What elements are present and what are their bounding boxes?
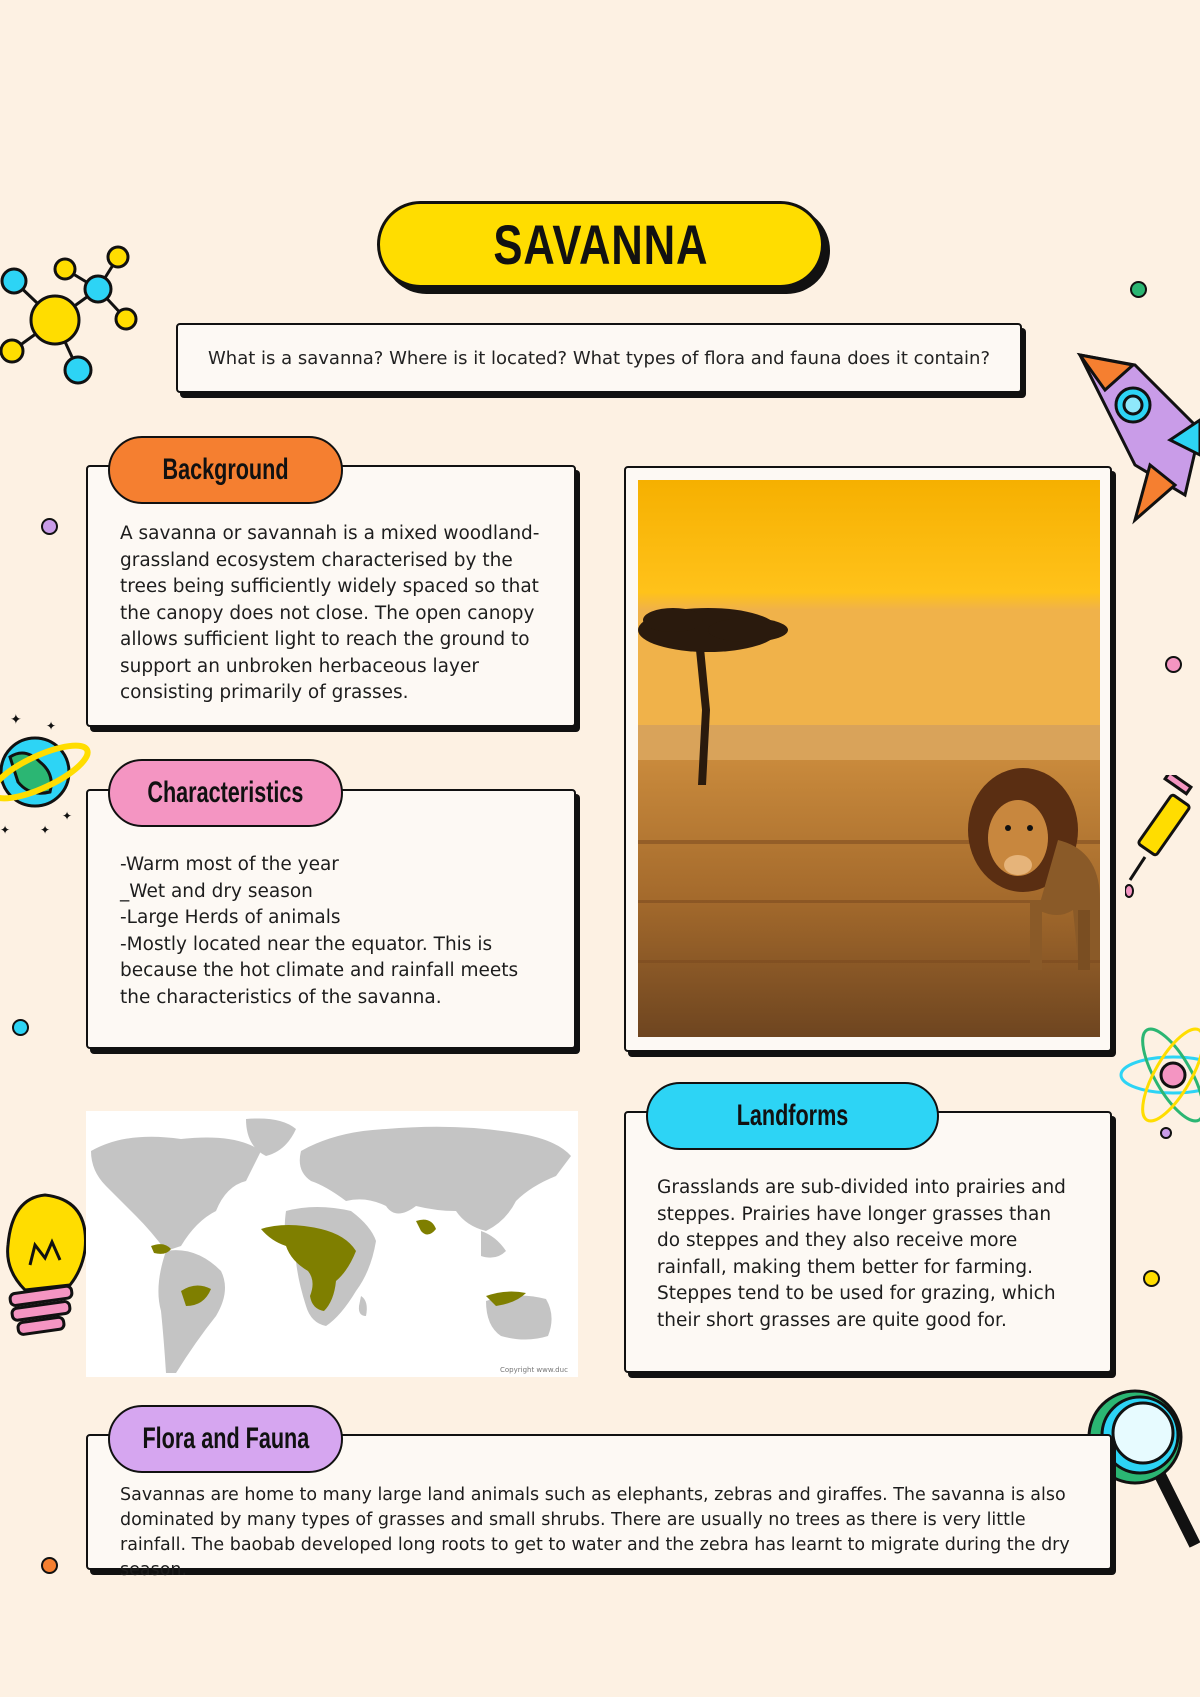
background-tab [108,436,343,504]
background-text: A savanna or savannah is a mixed woodland-grassland ecosystem characterised by the trees being sufficiently widely spaced so that the canopy does not close. The open canopy allows sufficient light to reach the ground to support an unbroken herbaceous layer consisting primarily of grasses. [120,523,540,703]
map-copyright: Copyright www.duc [500,1366,568,1374]
svg-text:✦: ✦ [10,712,22,728]
characteristics-tab [108,759,343,827]
flora-fauna-text: Savannas are home to many large land animals such as elephants, zebras and giraffes. The savanna is also dominated by many types of grasses and small shrubs. There are usually no trees as there is very little rainfall. The baobab developed long roots to get to water and the zebra has learnt to migrate during the dry season. [120,1485,1070,1580]
page-title: SAVANNA [493,213,708,276]
decor-dot [41,518,58,535]
characteristics-heading: Characteristics [147,776,304,809]
lightbulb-icon [0,1190,90,1340]
question-text: What is a savanna? Where is it located? What types of flora and fauna does it contain? [208,347,990,369]
flora-fauna-tab [108,1405,343,1473]
molecule-icon [0,245,140,390]
characteristics-item: -Warm most of the year [120,854,339,875]
characteristics-list [120,852,550,1011]
landforms-tab [646,1082,939,1150]
savanna-map [86,1111,578,1377]
savanna-lion-image [638,480,1100,1037]
decor-dot [41,1557,58,1574]
title-banner [377,201,824,288]
characteristics-item: _Wet and dry season [120,880,313,902]
decor-dot [1165,656,1182,673]
background-heading: Background [162,453,289,486]
world-map-image [86,1111,578,1377]
flora-fauna-heading: Flora and Fauna [142,1422,309,1455]
svg-text:✦: ✦ [0,823,11,837]
svg-text:✦: ✦ [46,719,57,733]
decor-dot [1130,281,1147,298]
syringe-icon [1125,775,1200,900]
decor-dot [12,1019,29,1036]
question-box [176,323,1022,393]
landforms-heading: Landforms [736,1099,849,1132]
planet-icon [0,712,95,837]
svg-text:✦: ✦ [62,809,73,823]
characteristics-item: -Mostly located near the equator. This is because the hot climate and rainfall meets the characteristics of the savanna. [120,933,519,1008]
svg-text:✦: ✦ [40,823,51,837]
characteristics-item: -Large Herds of animals [120,907,341,928]
landforms-text: Grasslands are sub-divided into prairies and steppes. Prairies have longer grasses than do steppes and they also receive more rainfall, making them better for farming. Steppes tend to be used for grazing, which their short grasses are quite good for. [657,1177,1066,1331]
savanna-photo [638,480,1100,1037]
decor-dot [1143,1270,1160,1287]
atom-icon [1118,1015,1200,1140]
